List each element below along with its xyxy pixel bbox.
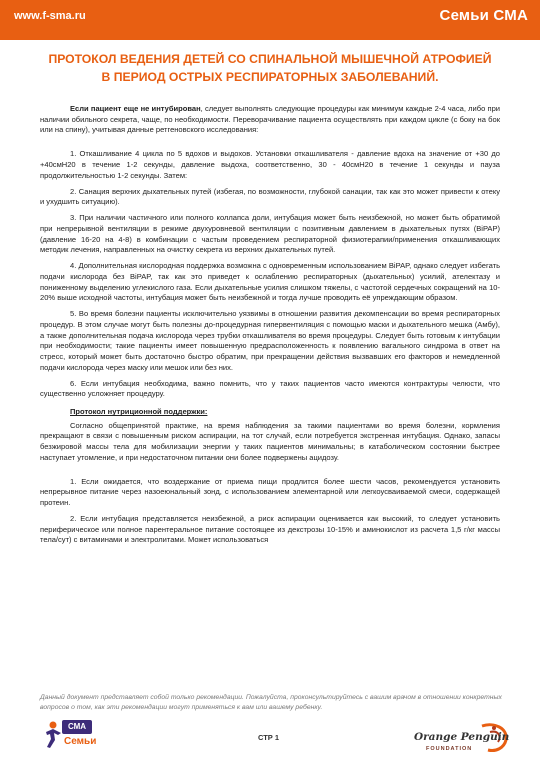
intro-paragraph (40, 104, 500, 136)
disclaimer: Данный документ представляет собой только рекомендации. Пожалуйста, проконсультируйтесь с вашим врачом в отношении конкретных вопросов о том, как эти рекомендации могут применяться к вам или вашему ребенку. (40, 694, 502, 711)
logo-semyi-text: Семьи (64, 736, 97, 747)
protocol-item: 2. Санация верхних дыхательных путей (избегая, по возможности, глубокой санации, так как это может привести к отеку и ухудшить ситуацию). (40, 186, 500, 207)
title-line-2: В ПЕРИОД ОСТРЫХ РЕСПИРАТОРНЫХ ЗАБОЛЕВАНИЙ. (101, 70, 439, 84)
protocol-item: 5. Во время болезни пациенты исключительно уязвимы в отношении развития декомпенсации во время респираторных процедур. В этом случае могут быть полезны до-процедурная гипервентиляция с помощью маски и дыхательного мешка (Амбу), а также дополнительная подача кислорода через трубки откашливателя во время процедуры. Следует быть готовым к интубации при необходимости; такие пациенты имеет повышенную предрасположенность к появлению вагального синдрома в ответ на стресс, который может быть достаточно быстро обратим, при прекращении действия вызвавших его факторов и немедленной подачи кислорода через маску или мешок или без них. (40, 309, 500, 372)
protocol-item: 4. Дополнительная кислородная поддержка возможна с одновременным использованием BiPAP, однако следует избегать подачи кислорода без BiPAP, так как это приведет к ослаблению респираторных (дыхательных) усилий, ателектазу и пониженному выделению углекислого газа. Если дыхательные усилия слишком тяжелы, с частотой сердечных сокращений на 10-20% выше исходной частоты, интубация может быть неизбежной и тогда лучше проводить её упреждающим образом. (40, 261, 500, 303)
logo-sma-text: СМА (62, 720, 92, 734)
protocol-item: 1. Откашливание 4 цикла по 5 вдохов и выдохов. Установки откашливателя - давление вдоха на значение от +30 до +40смН20 в течение 1-2 секунды, давление выдоха, соответственно, 30 - 40смН20 в течение 1 секунды и пауза продолжительностью 1-2 секунды. Затем: (40, 149, 500, 180)
document-body (40, 104, 500, 551)
nutrition-paragraph: Согласно общепринятой практике, на время наблюдения за такими пациентами во время болезни, кормления прекращают в связи с повышенным риском аспирации, на тот случай, если потребуется экстренная интубация. Однако, запасы безжировой массы тела для мобилизации энергии у таких пациентов минимальны; в катаболическом состоянии быстрее наступает утомление, и при недостаточном питании они более подвержены ацидозу. (40, 420, 500, 462)
protocol-item: 3. При наличии частичного или полного коллапса доли, интубация может быть неизбежной, но может быть обратимой при непрерывной вентиляции в режиме двухуровневой вентиляции с позитивным давлением в дыхательных путях (BiPAP) (давление 16-20 на 4-8) в комбинации с частым проведением респираторной физиотерапии/применения откашливающих методик лечения, направленных на очистку секрета из верхних дыхательных путей. (40, 213, 500, 255)
orange-logo-subtext: FOUNDATION (426, 746, 473, 752)
nutrition-item: 2. Если интубация представляется неизбежной, а риск аспирации оценивается как высокий, то следует установить периферическое или полное парентеральное питание состоящее из декстрозы 10-15% и аминокислот из расчета 1,5 г/кг массы тела/сут) с витаминами и электролитами. Может использоваться (40, 514, 500, 545)
site-url[interactable]: www.f-sma.ru (14, 10, 86, 22)
intro-lead: Если пациент еще не интубирован (70, 104, 201, 113)
nutrition-heading: Протокол нутриционной поддержки: (70, 407, 208, 417)
nutrition-item: 1. Если ожидается, что воздержание от приема пищи продлится более шести часов, рекомендуется установить непрерывное питание через назоеюнальный зонд, с использованием элементарной или легкоусваиваемой смеси, содержащей протеин. (40, 476, 500, 508)
protocol-item: 6. Если интубация необходима, важно помнить, что у таких пациентов часто имеются контрактуры челюсти, что существенно усложняет процедуру. (40, 378, 500, 399)
document-title (14, 50, 526, 86)
header-bar (0, 0, 540, 40)
intro-text: , следует выполнять следующие процедуры как минимум каждые 2-4 часа, либо при наличии обильного секрета, чаще, по необходимости. Переворачивание пациента осуществлять при каждом цикле (с боку на бок или на спину), учитывая данные ретгеновского исследования: (40, 104, 500, 135)
brand-name: Семьи СМА (439, 7, 528, 24)
title-line-1: ПРОТОКОЛ ВЕДЕНИЯ ДЕТЕЙ СО СПИНАЛЬНОЙ МЫШЕЧНОЙ АТРОФИЕЙ (48, 52, 492, 66)
orange-logo-text: Orange Penguin (414, 731, 510, 743)
page-number: СТР 1 (258, 733, 280, 742)
orange-penguin-foundation-logo (412, 722, 512, 756)
